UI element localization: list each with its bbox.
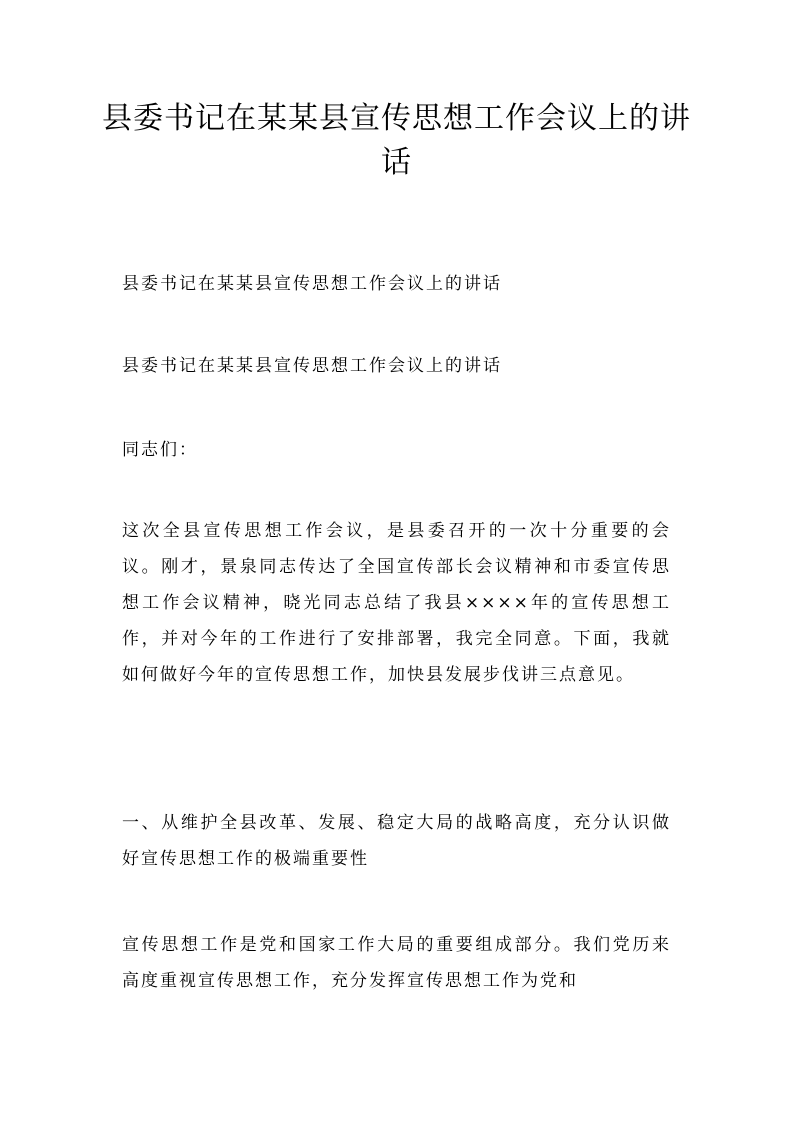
document-title: 县委书记在某某县宣传思想工作会议上的讲话 <box>102 101 691 180</box>
subtitle-line-1: 县委书记在某某县宣传思想工作会议上的讲话 <box>122 274 502 294</box>
section-1-paragraph: 宣传思想工作是党和国家工作大局的重要组成部分。我们党历来高度重视宣传思想工作，充分发挥宣传思想工作为党和 <box>122 935 671 991</box>
salutation: 同志们： <box>122 440 198 460</box>
section-heading-1: 一、从维护全县改革、发展、稳定大局的战略高度，充分认识做好宣传思想工作的极端重要性 <box>122 813 671 869</box>
subtitle-line-2: 县委书记在某某县宣传思想工作会议上的讲话 <box>122 356 502 376</box>
opening-paragraph: 这次全县宣传思想工作会议，是县委召开的一次十分重要的会议。刚才，景泉同志传达了全国宣传部长会议精神和市委宣传思想工作会议精神，晓光同志总结了我县××××年的宣传思想工作，并对今年的工作进行了安排部署，我完全同意。下面，我就如何做好今年的宣传思想工作，加快县发展步伐讲三点意见。 <box>122 521 671 685</box>
